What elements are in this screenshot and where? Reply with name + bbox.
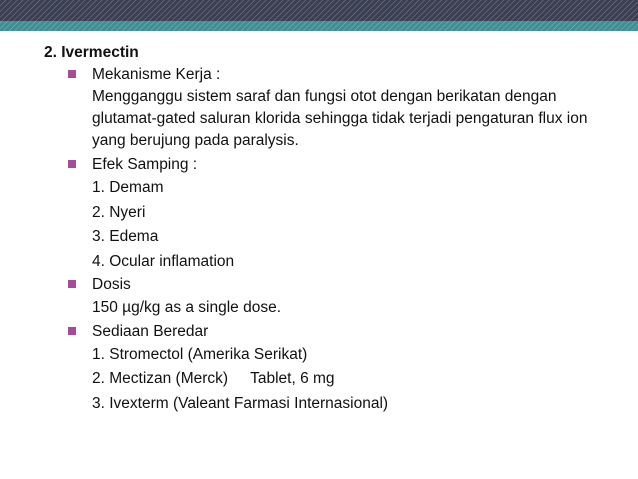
list-item: [92, 367, 614, 392]
bullet-efek: [44, 154, 614, 176]
bullet-heading: Dosis: [92, 276, 131, 293]
dosis-text: 150 µg/kg as a single dose.: [92, 299, 282, 316]
header-stripes: [0, 0, 638, 31]
bullet-dosis: [44, 274, 614, 296]
list-item: 1. Stromectol (Amerika Serikat): [92, 345, 308, 363]
slide-title: 2. Ivermectin: [44, 44, 139, 61]
square-bullet-icon: [68, 280, 76, 288]
bullet-heading: Sediaan Beredar: [92, 322, 209, 340]
square-bullet-icon: [68, 70, 76, 78]
list-item-text: 2. Mectizan (Merck): [92, 370, 229, 387]
slide-content: [44, 42, 614, 416]
list-item: 3. Edema: [92, 228, 159, 245]
bullet-sediaan: [44, 321, 614, 343]
bullet-mekanisme: [44, 64, 614, 86]
list-item: 3. Ivexterm (Valeant Farmasi Internasional): [92, 394, 389, 412]
bullet-heading: Mekanisme Kerja :: [92, 66, 221, 83]
list-item: 4. Ocular inflamation: [92, 252, 235, 270]
list-item: 1. Demam: [92, 179, 164, 196]
list-item: 2. Nyeri: [92, 203, 146, 221]
mekanisme-text: Mengganggu sistem saraf dan fungsi otot dengan berikatan dengan glutamat-gated saluran klorida sehingga tidak terjadi pengaturan flux ion yang berujung pada paralysis.: [92, 88, 588, 149]
square-bullet-icon: [68, 160, 76, 168]
bullet-heading: Efek Samping :: [92, 156, 198, 173]
square-bullet-icon: [68, 327, 76, 335]
tablet-note: Tablet, 6 mg: [250, 370, 335, 387]
